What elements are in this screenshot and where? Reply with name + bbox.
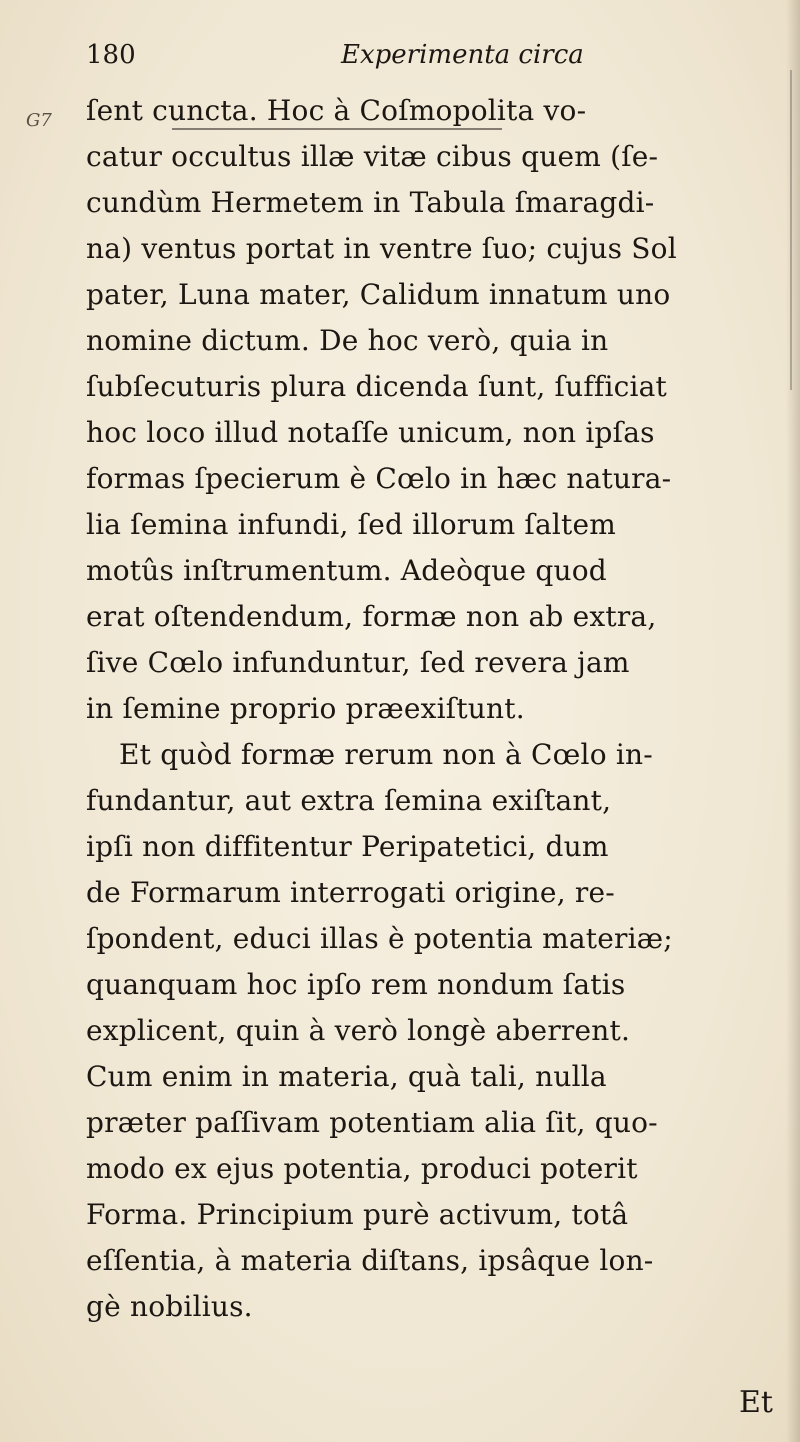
text-line: lia ſemina infundi, ſed illorum ſaltem (86, 508, 617, 541)
text-line: præter paſſivam potentiam alia ſit, quo- (86, 1106, 658, 1139)
text-line: ſent cuncta. Hoc à Coſmopolita vo- (86, 94, 587, 127)
body-text (86, 88, 786, 1330)
text-line: Forma. Principium purè activum, totâ (86, 1198, 629, 1231)
text-line: catur occultus illæ vitæ cibus quem (ſe- (86, 140, 659, 173)
text-line: ſubſecuturis plura dicenda ſunt, ſufficiat (86, 370, 667, 403)
text-line: formas ſpecierum è Cœlo in hæc natura- (86, 462, 672, 495)
text-line: na) ventus portat in ventre ſuo; cujus Sol (86, 232, 677, 265)
text-line: explicent, quin à verò longè aberrent. (86, 1014, 631, 1047)
text-line: gè nobilius. (86, 1290, 253, 1323)
text-line: erat oſtendendum, formæ non ab extra, (86, 600, 657, 633)
text-line: Cum enim in materia, quà tali, nulla (86, 1060, 607, 1093)
text-line: eſſentia, à materia diſtans, ipsâque lon- (86, 1244, 654, 1277)
text-line: hoc loco illud notaſſe unicum, non ipſas (86, 416, 655, 449)
text-line: ipſi non diffitentur Peripatetici, dum (86, 830, 609, 863)
text-line: cundùm Hermetem in Tabula ſmaragdi- (86, 186, 655, 219)
page-edge-line (790, 70, 792, 390)
running-head (86, 40, 686, 90)
text-line: fundantur, aut extra ſemina exiſtant, (86, 784, 612, 817)
text-line: ſive Cœlo infunduntur, ſed revera jam (86, 646, 630, 679)
page-number: 180 (86, 40, 136, 70)
margin-annotation: G7 (26, 110, 52, 131)
text-line: de Formarum interrogati origine, re- (86, 876, 615, 909)
text-line: ſpondent, educi illas è potentia materiæ; (86, 922, 673, 955)
catchword: Et (739, 1385, 773, 1420)
text-line: quanquam hoc ipſo rem nondum ſatis (86, 968, 626, 1001)
text-line: in ſemine proprio præexiſtunt. (86, 692, 525, 725)
text-line: modo ex ejus potentia, produci poterit (86, 1152, 638, 1185)
paragraph-start-line: Et quòd formæ rerum non à Cœlo in- (119, 738, 653, 771)
text-line: nomine dictum. De hoc verò, quia in (86, 324, 609, 357)
text-line: pater, Luna mater, Calidum innatum uno (86, 278, 671, 311)
text-line: motûs inſtrumentum. Adeòque quod (86, 554, 607, 587)
running-title: Experimenta circa (341, 40, 584, 70)
page-edge-shadow (786, 0, 800, 1442)
